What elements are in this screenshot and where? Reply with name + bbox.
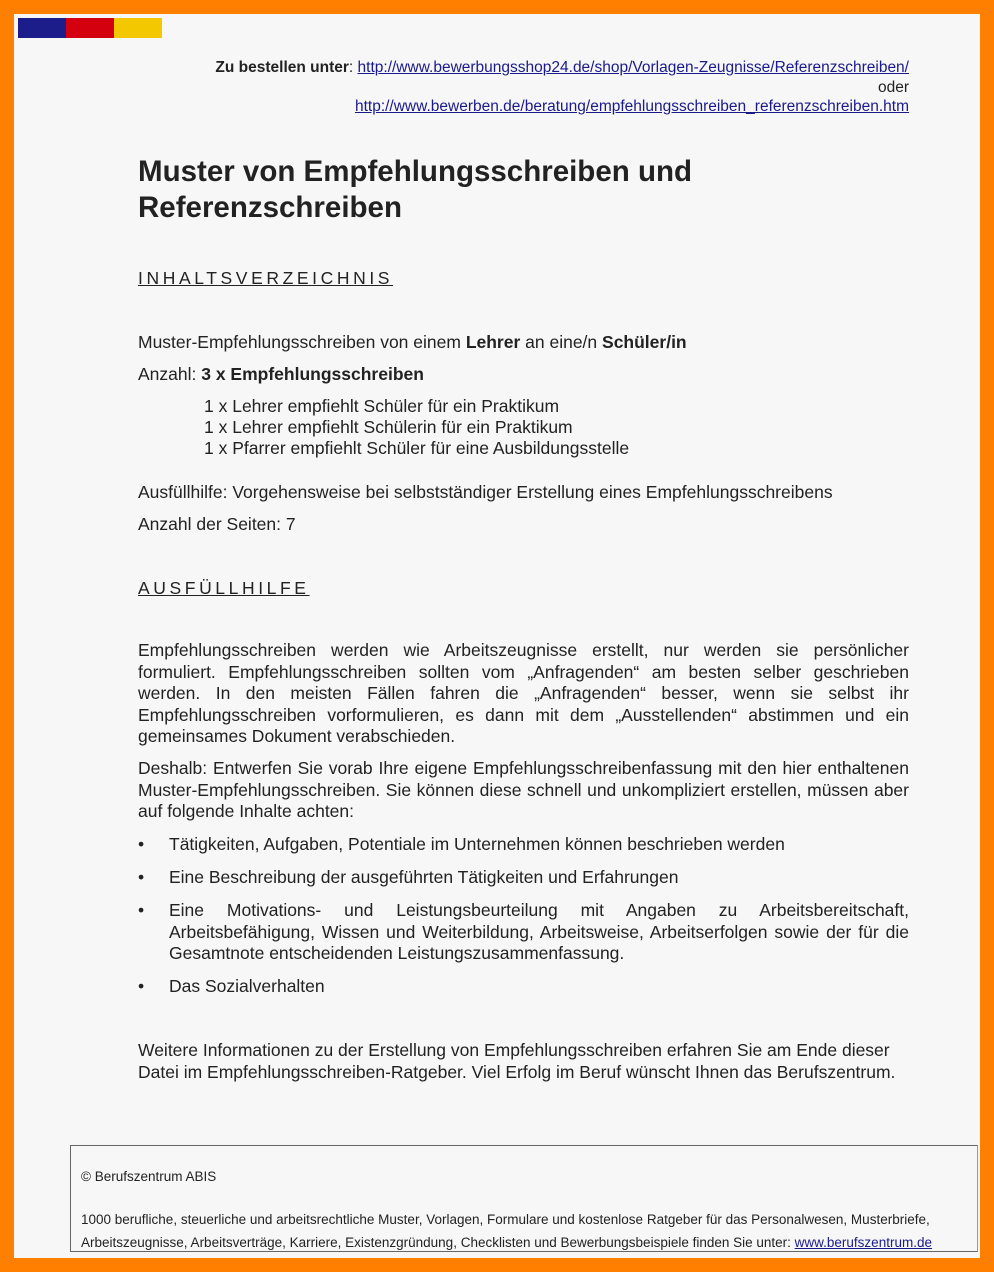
color-block-yellow <box>114 18 162 38</box>
bullet-icon: • <box>138 976 145 996</box>
bullet-icon: • <box>138 834 145 854</box>
footer-info: 1000 berufliche, steuerliche und arbeitsrechtliche Muster, Vorlagen, Formulare und kostenlose Ratgeber für das Personalwesen, Musterbriefe, Arbeitszeugnisse, Arbeitsverträge, Karriere, Existenzgründung, Checklisten und Bewerbungsbeispiele finden Sie unter: www.berufszentrum.de <box>81 1212 932 1250</box>
list-item: • Eine Beschreibung der ausgeführten Tätigkeiten und Erfahrungen <box>138 867 679 887</box>
bewerben-link[interactable]: http://www.bewerben.de/beratung/empfehlungsschreiben_referenzschreiben.htm <box>354 98 909 115</box>
toc-item: 1 x Lehrer empfiehlt Schülerin für ein Praktikum <box>204 417 573 437</box>
order-label: Zu bestellen unter <box>215 59 349 76</box>
list-item: • Eine Motivations- und Leistungsbeurteilung mit Angaben zu Arbeitsbereitschaft, Arbeitsbefähigung, Wissen und Weiterbildung, Arbeitsweise, Arbeitserfolgen sowie der für die Gesamtnote entscheidenden Leistungszusammenfassung. <box>138 900 909 963</box>
order-info: Zu bestellen unter: http://www.bewerbungsshop24.de/shop/Vorlagen-Zeugnisse/Referenzschreiben/ oder http://www.bewerben.de/beratung/empfehlungsschreiben_referenzschreiben.htm <box>138 58 909 117</box>
footer-box <box>70 1145 978 1252</box>
toc-help-line: Ausfüllhilfe: Vorgehensweise bei selbstständiger Erstellung eines Empfehlungsschreibens <box>138 482 833 502</box>
toc-line: Muster-Empfehlungsschreiben von einem Lehrer an eine/n Schüler/in <box>138 332 687 352</box>
color-block-red <box>66 18 114 38</box>
list-item: • Das Sozialverhalten <box>138 976 325 996</box>
footer-copyright: © Berufszentrum ABIS <box>81 1169 217 1184</box>
list-item: • Tätigkeiten, Aufgaben, Potentiale im Unternehmen können beschrieben werden <box>138 834 785 854</box>
toc-heading: INHALTSVERZEICHNIS <box>138 268 394 288</box>
bullet-icon: • <box>138 867 145 887</box>
toc-pages-line: Anzahl der Seiten: 7 <box>138 514 296 534</box>
toc-item: 1 x Lehrer empfiehlt Schüler für ein Praktikum <box>204 396 560 416</box>
toc-count: Anzahl: 3 x Empfehlungsschreiben <box>138 364 424 384</box>
closing-paragraph: Weitere Informationen zu der Erstellung von Empfehlungsschreiben erfahren Sie am Ende dieser Datei im Empfehlungsschreiben-Ratgeber. Viel Erfolg im Beruf wünscht Ihnen das Berufszentrum. <box>138 1040 896 1082</box>
color-bar <box>18 18 162 38</box>
help-paragraph-1: Empfehlungsschreiben werden wie Arbeitszeugnisse erstellt, nur werden sie persönlicher formuliert. Empfehlungsschreiben sollten vom „Anfragenden“ am besten selber geschrieben werden. In den meisten Fällen fahren die „Anfragenden“ besser, wenn sie selbst ihr Empfehlungsschreiben vorformulieren, es dann mit dem „Ausstellenden“ abstimmen und ein gemeinsames Dokument verabschieden. <box>138 640 909 746</box>
help-heading: AUSFÜLLHILFE <box>138 578 310 598</box>
color-block-blue <box>18 18 66 38</box>
berufszentrum-link[interactable]: www.berufszentrum.de <box>794 1235 932 1250</box>
page-title: Muster von Empfehlungsschreiben und Referenzschreiben <box>138 155 693 224</box>
oder-text: oder <box>877 78 909 96</box>
document-page <box>14 14 980 1258</box>
shop-link[interactable]: http://www.bewerbungsshop24.de/shop/Vorlagen-Zeugnisse/Referenzschreiben/ <box>357 59 909 76</box>
help-paragraph-2: Deshalb: Entwerfen Sie vorab Ihre eigene Empfehlungsschreibenfassung mit den hier enthaltenen Muster-Empfehlungsschreiben. Sie können diese schnell und unkompliziert erstellen, müssen aber auf folgende Inhalte achten: <box>138 758 909 821</box>
bullet-icon: • <box>138 900 145 920</box>
toc-item: 1 x Pfarrer empfiehlt Schüler für eine Ausbildungsstelle <box>204 438 630 458</box>
